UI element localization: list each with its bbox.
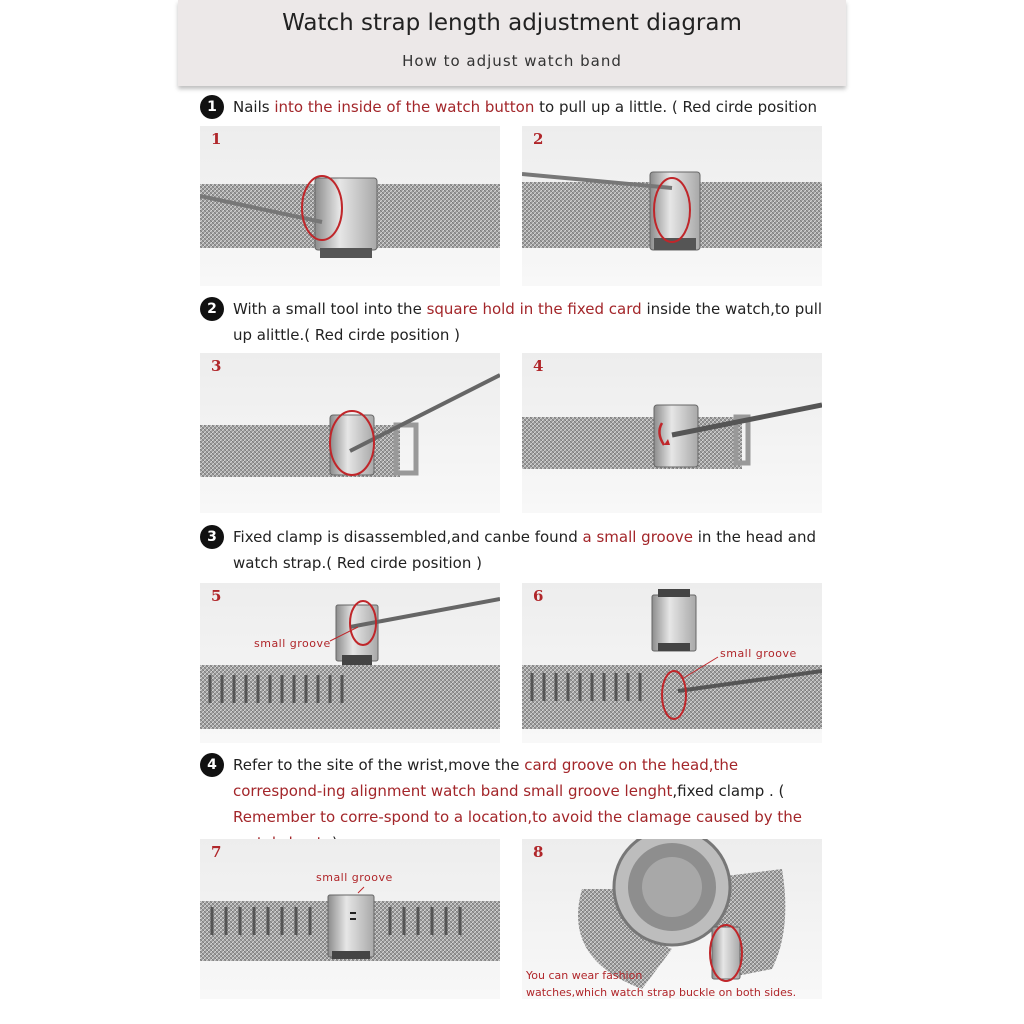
photo-8-caption bbox=[526, 967, 796, 999]
step-3 bbox=[200, 524, 824, 576]
photo-5 bbox=[200, 583, 500, 743]
page-subtitle: How to adjust watch band bbox=[402, 52, 622, 70]
highlighted-text: into the inside of the watch button bbox=[274, 98, 535, 116]
photo-6 bbox=[522, 583, 822, 743]
highlighted-text: card groove on the head,the correspond-ing alignment watch band small groove lenght bbox=[233, 756, 739, 800]
step-text bbox=[233, 296, 824, 348]
step-number-badge: 1 bbox=[200, 95, 224, 119]
step-number-badge: 4 bbox=[200, 753, 224, 777]
step-text-segment: to pull up a little. ( Red cirde position bbox=[539, 98, 818, 116]
photo-number: 3 bbox=[211, 357, 222, 375]
photo-7-image bbox=[200, 839, 500, 999]
photo-4 bbox=[522, 353, 822, 513]
photo-number: 2 bbox=[533, 130, 544, 148]
small-groove-label: small groove bbox=[720, 647, 797, 660]
caption-line: watches,which watch strap buckle on both sides. bbox=[526, 986, 797, 999]
highlighted-text: Remember to corre-spond to a location,to avoid the clamage caused by the bbox=[233, 808, 803, 826]
photo-number: 8 bbox=[533, 843, 544, 861]
step-text-segment: Refer to the site of the wrist,move the bbox=[233, 756, 525, 774]
step-text-segment: With a small tool into the bbox=[233, 300, 427, 318]
step-text-segment: ,fixed clamp . ( bbox=[672, 782, 785, 800]
highlighted-text: square hold in the fixed card bbox=[426, 300, 642, 318]
step-2 bbox=[200, 296, 824, 348]
step-number-badge: 2 bbox=[200, 297, 224, 321]
photo-number: 7 bbox=[211, 843, 222, 861]
photo-5-image bbox=[200, 583, 500, 743]
step-text-segment: Nails bbox=[233, 98, 275, 116]
step-text-segment: in the head and watch strap.( Red cirde position ) bbox=[233, 528, 817, 572]
page-title: Watch strap length adjustment diagram bbox=[282, 10, 742, 36]
photo-1-image bbox=[200, 126, 500, 286]
photo-number: 5 bbox=[211, 587, 222, 605]
photo-4-image bbox=[522, 353, 822, 513]
header-banner bbox=[178, 0, 846, 86]
step-text-segment: inside the watch,to pull up alittle.( Red cirde position ) bbox=[233, 300, 823, 344]
step-text-segment: Fixed clamp is disassembled,and canbe found bbox=[233, 528, 583, 546]
photo-number: 6 bbox=[533, 587, 544, 605]
photo-2-image bbox=[522, 126, 822, 286]
highlighted-text: a small groove bbox=[582, 528, 693, 546]
photo-1 bbox=[200, 126, 500, 286]
step-text bbox=[233, 524, 824, 576]
caption-line: You can wear fashion bbox=[526, 969, 643, 982]
photo-3 bbox=[200, 353, 500, 513]
photo-number: 1 bbox=[211, 130, 222, 148]
photo-2 bbox=[522, 126, 822, 286]
small-groove-label: small groove bbox=[316, 871, 393, 884]
photo-3-image bbox=[200, 353, 500, 513]
photo-7 bbox=[200, 839, 500, 999]
small-groove-label: small groove bbox=[254, 637, 331, 650]
step-number-badge: 3 bbox=[200, 525, 224, 549]
photo-8 bbox=[522, 839, 822, 999]
photo-6-image bbox=[522, 583, 822, 743]
photo-number: 4 bbox=[533, 357, 544, 375]
